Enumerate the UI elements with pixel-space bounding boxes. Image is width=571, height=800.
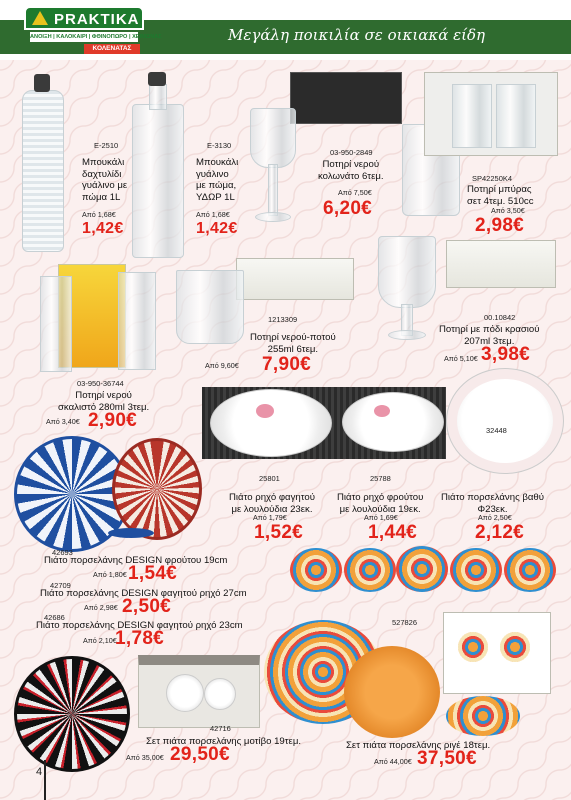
ribbed-bottle-image (22, 90, 64, 252)
original-price: Από 2,50€ (478, 513, 512, 522)
carved-glass-image (40, 276, 72, 372)
striped-plate-stack-image (450, 548, 502, 592)
sale-price: 1,44€ (368, 522, 418, 543)
wine-glass-box-image (446, 240, 556, 288)
logo-triangle-icon (32, 11, 48, 25)
brand-city: ΚΟΛΕΝΑΤΑΣ (84, 44, 140, 54)
desc-line: 207ml 3τεμ. (464, 335, 515, 347)
desc-line: δαχτυλίδι (82, 168, 122, 180)
floral-plate-image (210, 389, 332, 457)
glass-set-box-image (290, 72, 402, 124)
flower-decoration-icon (256, 404, 274, 418)
desc-line: με πώμα, (196, 180, 237, 191)
original-price: Από 2,98€ (84, 603, 118, 612)
product-description (337, 492, 423, 515)
carved-glass-image (118, 272, 156, 370)
sale-price: 2,90€ (88, 410, 138, 431)
desc-line: γυάλινο με (82, 180, 128, 191)
striped-plate-stack-image (344, 548, 396, 592)
deep-plate-image (446, 368, 564, 474)
sale-price: 1,42€ (82, 220, 124, 237)
sale-price: 2,98€ (475, 215, 525, 236)
box-plate-image (500, 632, 530, 662)
product-code: 42686 (44, 613, 65, 622)
product-description (467, 184, 534, 207)
desc-line: Ποτηρί νερού (322, 159, 380, 170)
desc-line: με λουλούδια 23εκ. (231, 503, 313, 515)
desc-line: με λουλούδια 19εκ. (339, 503, 421, 515)
product-description (441, 492, 544, 515)
original-price: Από 3,40€ (46, 417, 80, 426)
orange-plate-image (344, 646, 440, 738)
striped-bowl-image (446, 696, 520, 736)
goblet-base-image (255, 212, 291, 222)
striped-plate-stack-image (290, 548, 342, 592)
original-price: Από 35,00€ (126, 753, 164, 762)
desc-line: Φ23εκ. (477, 503, 508, 515)
original-price: Από 5,10€ (444, 354, 478, 363)
desc-line: γυάλινο (196, 168, 229, 180)
product-code: E-2510 (94, 141, 119, 150)
original-price: Από 2,10€ (83, 636, 117, 645)
original-price: Από 1,80€ (93, 570, 127, 579)
product-description: Πιάτο πορσελάνης DESIGN φρούτου 19cm (44, 555, 228, 566)
original-price: Από 1,69€ (364, 513, 398, 522)
product-description: Σετ πιάτα πορσελάνης ριγέ 18τεμ. (346, 740, 491, 751)
beer-glass-image (452, 84, 492, 148)
floral-plate-image (342, 392, 444, 452)
original-price: Από 3,50€ (491, 206, 525, 215)
desc-line: Πιάτο ρηχό φαγητού (229, 492, 315, 503)
brand-name: PRAKTIKA (54, 11, 140, 28)
desc-line: σκαλιστό 280ml 3τεμ. (58, 401, 150, 413)
page-divider (44, 760, 46, 800)
product-code: 42693 (52, 548, 73, 557)
sale-price: 7,90€ (262, 354, 312, 375)
desc-line: σετ 4τεμ. 510cc (467, 195, 534, 207)
bottle-cap-image (148, 72, 166, 86)
brand-subtitle: ΑΝΟΙΞΗ | ΚΑΛΟΚΑΙΡΙ | ΦΘΙΝΟΠΩΡΟ | ΧΕΙΜΩΝΑΣ (30, 34, 162, 40)
wine-glass-image (378, 236, 436, 308)
desc-line: Πιάτο πορσελάνης βαθύ (441, 492, 545, 503)
product-description (229, 492, 315, 515)
motif-plate-image (204, 678, 236, 710)
product-description: Σετ πιάτα πορσελάνης μοτίβο 19τεμ. (146, 736, 302, 747)
sale-price: 1,54€ (128, 563, 178, 584)
goblet-stem-image (268, 164, 278, 216)
desc-line: Μπουκάλι (196, 157, 239, 168)
product-description (318, 159, 384, 182)
product-code: 1213309 (268, 315, 298, 324)
flower-decoration-icon (374, 405, 390, 417)
sale-price: 2,50€ (122, 596, 172, 617)
product-code: 25788 (370, 474, 391, 483)
bottle-neck-image (149, 84, 167, 110)
original-price: Από 9,60€ (205, 361, 239, 370)
original-price: Από 1,79€ (253, 513, 287, 522)
product-description: Πιάτο πορσελάνης DESIGN φαγητού ρηχό 27cm (40, 588, 247, 599)
bottle-cap-image (34, 74, 50, 92)
striped-plate-stack-image (504, 548, 556, 592)
original-price: Από 44,00€ (374, 757, 412, 766)
praktika-logo (24, 6, 162, 58)
motif-plate-image (166, 674, 204, 712)
sale-price: 29,50€ (170, 744, 230, 765)
sale-price: 37,50€ (417, 748, 477, 769)
low-tumbler-image (176, 270, 244, 344)
original-price: Από 1,68€ (196, 210, 230, 219)
sale-price: 2,12€ (475, 522, 525, 543)
tumbler-box-image (236, 258, 354, 300)
desc-line: πώμα 1L (82, 191, 121, 203)
sale-price: 1,42€ (196, 220, 238, 237)
goblet-glass-image (250, 108, 296, 168)
beer-glass-image (496, 84, 536, 148)
blue-design-plate-rim-image (108, 528, 154, 538)
desc-line: Ποτηρί με πόδι κρασιού (439, 324, 540, 335)
red-design-plate-image (112, 438, 202, 540)
product-code: 00.10842 (484, 313, 516, 322)
product-code: 25801 (259, 474, 280, 483)
product-code: SP42250K4 (472, 174, 513, 183)
product-code: 42716 (210, 724, 231, 733)
desc-line: Ποτηρί μπύρας (467, 184, 532, 195)
desc-line: Ποτηρί νερού (75, 390, 132, 401)
product-code: E-3130 (207, 141, 232, 150)
product-description (250, 332, 336, 355)
box-plate-image (458, 632, 488, 662)
wine-glass-base-image (388, 330, 426, 340)
product-code: 527826 (392, 618, 418, 627)
product-description (82, 157, 127, 203)
product-code: 32448 (486, 426, 507, 435)
square-bottle-image (132, 104, 184, 258)
sale-price: 1,78€ (115, 628, 165, 649)
desc-line: Πιάτο ρηχό φρούτου (337, 492, 424, 503)
desc-line: 255ml 6τεμ. (267, 343, 319, 355)
page-number: 4 (36, 766, 43, 778)
header-slogan: Μεγάλη ποικιλία σε οικιακά είδη (228, 26, 486, 44)
product-code: 03-950-36744 (77, 379, 124, 388)
striped-plate-stack-image (396, 546, 448, 592)
original-price: Από 7,50€ (338, 188, 372, 197)
desc-line: Μπουκάλι (82, 157, 125, 168)
desc-line: κολωνάτο 6τεμ. (318, 170, 384, 182)
desc-line: Ποτηρί νερού-ποτού (250, 332, 336, 343)
desc-line: ΥΔΩΡ 1L (196, 191, 235, 203)
product-code: 03-950-2849 (330, 148, 373, 157)
product-code: 42709 (50, 581, 71, 590)
original-price: Από 1,68€ (82, 210, 116, 219)
black-design-plate-image (14, 656, 130, 772)
product-description (196, 157, 238, 203)
sale-price: 1,52€ (254, 522, 304, 543)
sale-price: 6,20€ (323, 198, 373, 219)
product-description: Πιάτο πορσελάνης DESIGN φαγητού ρηχό 23cm (36, 620, 243, 631)
sale-price: 3,98€ (481, 344, 531, 365)
